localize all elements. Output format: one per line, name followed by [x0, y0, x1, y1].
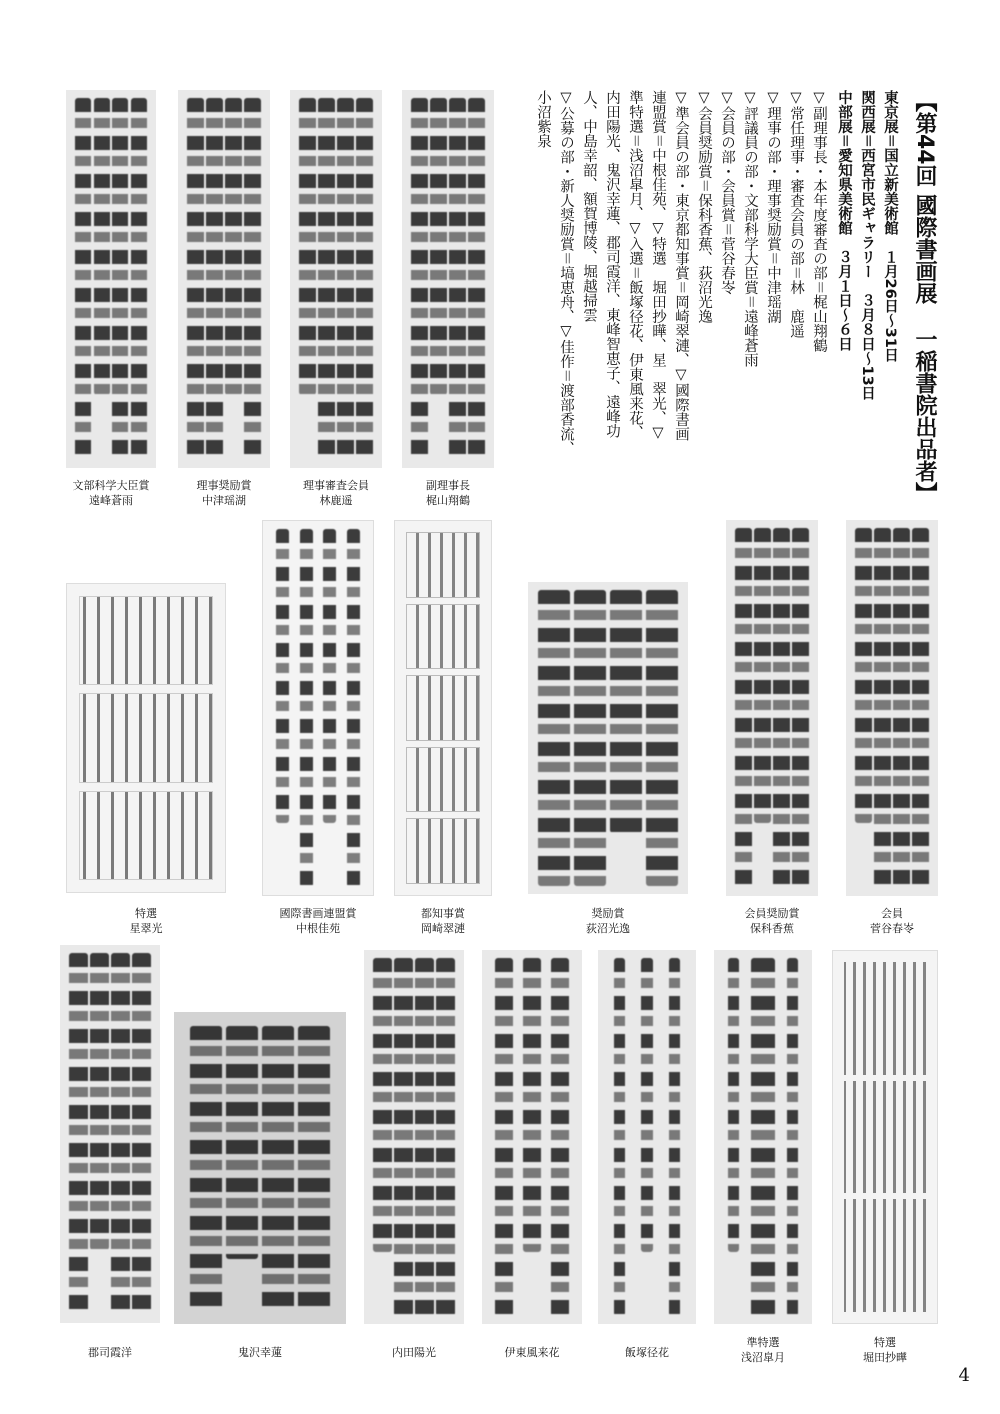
- announcement-line: ▽準会員の部・東京都知事賞＝岡崎翠漣、▽國際書画: [673, 90, 689, 441]
- announcement-line: 人、中島幸韶、額賀博陵、堀越掃雲: [581, 90, 597, 322]
- caption-onizawa-kouren: 鬼沢幸蓮: [238, 1346, 282, 1359]
- caption-hoshina-koushou: 会員奨励賞 保科香蕉: [744, 907, 800, 935]
- announcement-line: ▽評議員の部・文部科学大臣賞＝遠峰蒼雨: [742, 90, 758, 367]
- artwork-hotta-shouyou: [832, 950, 938, 1324]
- caption-tomine-souu: 文部科学大臣賞 遠峰蒼雨: [72, 479, 150, 507]
- artwork-okazaki-suiren: [394, 520, 492, 896]
- announcement-line: 連盟賞＝中根佳苑、▽特選 堀田抄曄、星 翠光、▽: [650, 90, 666, 441]
- caption-oginuma-kouitsu: 奨励賞 荻沼光逸: [586, 907, 630, 935]
- announcement-line: 関西展＝西宮市民ギャラリー ３月８日～13日: [859, 90, 875, 401]
- announcement-line: ▽会員の部・会員賞＝菅谷春岺: [719, 90, 735, 295]
- artwork-nakane-kaen: [262, 520, 374, 896]
- artwork-tomine-souu: [66, 90, 156, 468]
- announcement-line: 中部展＝愛知県美術館 ３月１日～６日: [836, 90, 852, 351]
- artwork-iizuka-keika: [598, 950, 696, 1324]
- artwork-asanuma-satsuki: [714, 950, 812, 1324]
- artwork-itou-fuuraika: [482, 950, 582, 1324]
- announcement-line: 準特選＝浅沼皐月、▽入選＝飯塚径花、伊東風来花、: [627, 90, 643, 440]
- page-number: 4: [958, 1365, 970, 1386]
- announcement-line: ▽副理事長・本年度審査の部＝梶山翔鶴: [811, 90, 827, 353]
- caption-kajiyama-shoukaku: 副理事長 梶山翔鶴: [426, 479, 470, 507]
- announcement-line: ▽理事の部・理事奨励賞＝中津瑶湖: [765, 90, 781, 324]
- announcement-line: 小沼紫泉: [535, 90, 551, 148]
- artwork-sugaya-shunrei: [846, 520, 938, 896]
- artwork-onizawa-kouren: [174, 1012, 346, 1324]
- caption-nakatsu-youko: 理事奨励賞 中津瑶湖: [196, 479, 252, 507]
- announcement-line: ▽会員奨励賞＝保科香蕉、荻沼光逸: [696, 90, 712, 324]
- artwork-uchida-youkou: [364, 950, 464, 1324]
- artwork-hayashi-rokuyou: [290, 90, 382, 468]
- artwork-hoshina-koushou: [726, 520, 818, 896]
- announcement-line: ▽常任理事・審査会員の部＝林 鹿遥: [788, 90, 804, 338]
- caption-iizuka-keika: 飯塚径花: [625, 1346, 669, 1359]
- caption-nakane-kaen: 國際書画連盟賞 中根佳苑: [279, 907, 357, 935]
- artwork-oginuma-kouitsu: [528, 582, 688, 894]
- caption-hotta-shouyou: 特選 堀田抄曄: [863, 1336, 907, 1364]
- caption-uchida-youkou: 内田陽光: [392, 1346, 436, 1359]
- artwork-kajiyama-shoukaku: [402, 90, 494, 468]
- announcement-line: 内田陽光、鬼沢幸蓮、郡司霞洋、東峰智恵子、遠峰功: [604, 90, 620, 438]
- artwork-gunji-kayou: [60, 945, 160, 1323]
- artwork-hoshi-suikou: [66, 583, 226, 893]
- announcement-line: ▽公募の部・新人奨励賞＝塙恵舟、▽佳作＝渡部香流、: [558, 90, 574, 456]
- announcement-title: 【第44回 國際書画展一稲書院出品者】: [912, 90, 937, 505]
- caption-okazaki-suiren: 都知事賞 岡崎翠漣: [421, 907, 465, 935]
- caption-gunji-kayou: 郡司霞洋: [88, 1346, 132, 1359]
- caption-sugaya-shunrei: 会員 菅谷春岺: [870, 907, 914, 935]
- artwork-nakatsu-youko: [178, 90, 270, 468]
- caption-hoshi-suikou: 特選 星翠光: [129, 907, 163, 935]
- caption-itou-fuuraika: 伊東風来花: [504, 1346, 560, 1359]
- exhibition-announcement: [508, 90, 938, 505]
- caption-asanuma-satsuki: 準特選 浅沼皐月: [741, 1336, 785, 1364]
- caption-hayashi-rokuyou: 理事審査会員 林鹿遥: [303, 479, 369, 507]
- announcement-line: 東京展＝国立新美術館 １月26日～31日: [882, 90, 898, 363]
